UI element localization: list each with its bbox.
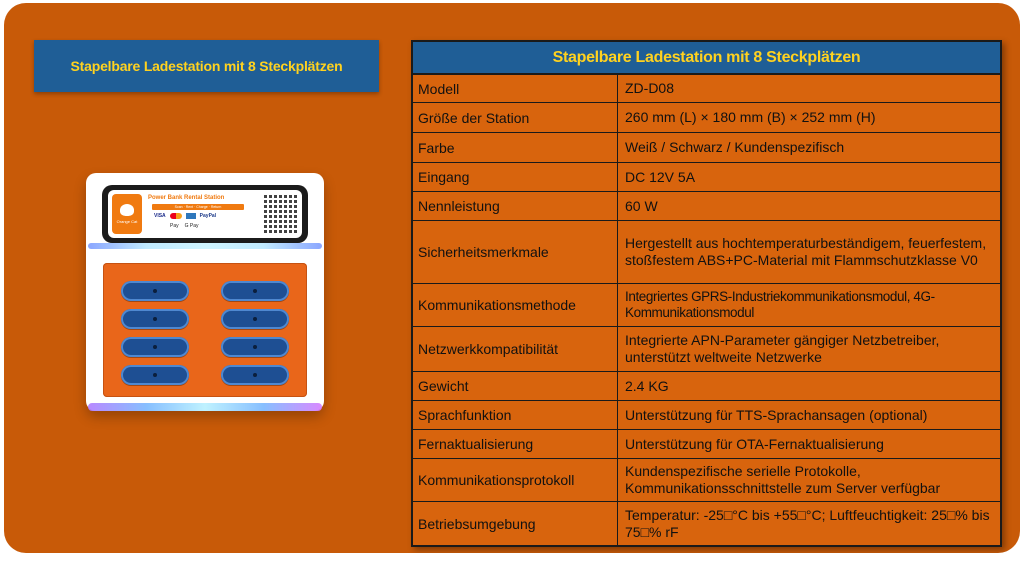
table-row	[413, 284, 1000, 327]
row-label: Betriebsumgebung	[413, 502, 618, 546]
row-value: Integriertes GPRS-Industriekommunikationsmodul, 4G-Kommunikationsmodul	[625, 288, 935, 320]
row-label: Modell	[413, 75, 618, 102]
row-label: Gewicht	[413, 372, 618, 400]
apple-pay-logo: Pay	[170, 223, 179, 229]
power-bank-slot	[121, 281, 189, 301]
power-bank-slots	[103, 263, 307, 397]
row-value: Unterstützung für OTA-Fernaktualisierung	[625, 435, 884, 452]
spec-table-body	[413, 75, 1000, 546]
table-row	[413, 430, 1000, 459]
row-value: 260 mm (L) × 180 mm (B) × 252 mm (H)	[625, 109, 876, 126]
table-row	[413, 163, 1000, 192]
google-pay-logo: G Pay	[184, 223, 199, 229]
power-bank-slot	[221, 337, 289, 357]
row-label: Farbe	[413, 133, 618, 162]
power-bank-slot	[121, 309, 189, 329]
table-row	[413, 133, 1000, 163]
device-screen-content	[108, 190, 302, 238]
power-bank-slot	[121, 337, 189, 357]
cat-icon	[120, 204, 134, 216]
row-label: Nennleistung	[413, 192, 618, 220]
table-row	[413, 192, 1000, 221]
left-title-text: Stapelbare Ladestation mit 8 Steckplätzen	[70, 58, 343, 74]
table-row	[413, 327, 1000, 372]
row-value: 2.4 KG	[625, 377, 669, 394]
row-label: Sprachfunktion	[413, 401, 618, 429]
wallet-logos	[170, 223, 199, 229]
power-bank-slot	[221, 281, 289, 301]
spec-table	[411, 40, 1002, 547]
row-value: Temperatur: -25□°C bis +55□°C; Luftfeuchtigkeit: 25□% bis 75□% rF	[625, 507, 990, 540]
left-title-banner	[34, 40, 379, 92]
row-value: Weiß / Schwarz / Kundenspezifisch	[625, 139, 845, 156]
visa-logo: VISA	[154, 213, 166, 219]
screen-steps: Scan · Rent · Charge · Return	[152, 204, 244, 210]
paypal-logo: PayPal	[199, 213, 217, 219]
slide-background	[4, 3, 1020, 553]
row-value: Hergestellt aus hochtemperaturbeständigem, feuerfestem, stoßfestem ABS+PC-Material mit Flammschutzklasse V0	[625, 235, 987, 268]
brand-logo-text: Orange Cat	[116, 219, 138, 224]
row-value: Kundenspezifische serielle Protokolle, Kommunikationsschnittstelle zum Server verfügbar	[625, 463, 941, 496]
table-row	[413, 502, 1000, 546]
row-label: Größe der Station	[413, 103, 618, 132]
payment-logos	[154, 213, 216, 219]
screen-title: Power Bank Rental Station	[148, 195, 225, 201]
row-label: Fernaktualisierung	[413, 430, 618, 458]
row-value: DC 12V 5A	[625, 168, 696, 185]
brand-logo	[112, 194, 142, 234]
row-value: 60 W	[625, 197, 658, 214]
row-label: Eingang	[413, 163, 618, 191]
charging-station-image	[86, 173, 324, 411]
row-label: Kommunikationsprotokoll	[413, 459, 618, 501]
spec-table-title: Stapelbare Ladestation mit 8 Steckplätzen	[552, 48, 861, 66]
device-light-strip-top	[88, 243, 322, 249]
row-value: Integrierte APN-Parameter gängiger Netzbetreiber, unterstützt weltweite Netzwerke	[625, 332, 940, 365]
table-row	[413, 103, 1000, 133]
table-row	[413, 401, 1000, 430]
row-label: Netzwerkkompatibilität	[413, 327, 618, 371]
table-row	[413, 75, 1000, 103]
qr-code-icon	[264, 195, 298, 233]
row-label: Kommunikationsmethode	[413, 284, 618, 326]
device-screen	[102, 185, 308, 243]
table-row	[413, 221, 1000, 284]
power-bank-slot	[221, 365, 289, 385]
row-value: Unterstützung für TTS-Sprachansagen (optional)	[625, 406, 928, 423]
amex-icon	[186, 213, 196, 219]
spec-table-header	[413, 42, 1000, 75]
table-row	[413, 372, 1000, 401]
device-light-strip-bottom	[88, 403, 322, 411]
power-bank-slot	[121, 365, 189, 385]
row-value: ZD-D08	[625, 80, 675, 97]
mastercard-icon	[170, 213, 182, 219]
table-row	[413, 459, 1000, 502]
power-bank-slot	[221, 309, 289, 329]
row-label: Sicherheitsmerkmale	[413, 221, 618, 283]
